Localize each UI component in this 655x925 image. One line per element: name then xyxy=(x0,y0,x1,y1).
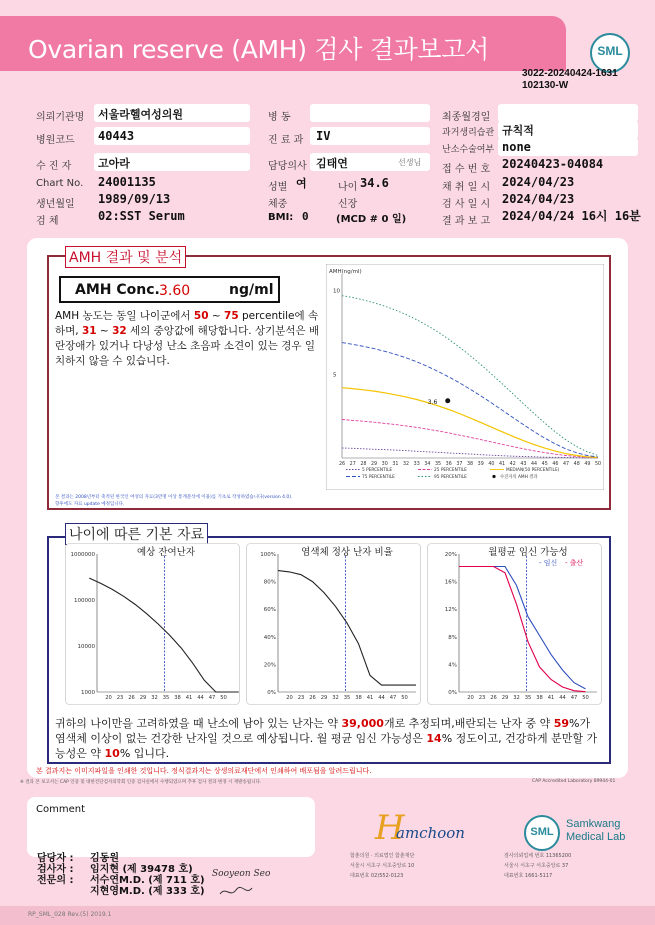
small-xtick: 50 xyxy=(401,695,408,701)
hospcode-label: 병원코드 xyxy=(36,135,75,146)
small-chart-title: 월평균 임신 가능성 xyxy=(488,547,568,558)
small-xtick: 20 xyxy=(467,695,474,701)
small-xtick: 26 xyxy=(128,695,135,701)
samkwang-name: Samkwang Medical Lab xyxy=(566,818,626,843)
amh-xtick: 34 xyxy=(424,462,431,467)
small-xtick: 29 xyxy=(501,695,509,701)
small-xtick: 26 xyxy=(309,695,316,701)
amh-legend-label: 수진자의 AMH 결과 xyxy=(500,475,538,480)
amh-ylabel: AMH(ng/ml) xyxy=(329,269,362,275)
small-ytick: 16% xyxy=(444,579,457,586)
legend-birth: - 출산 xyxy=(565,559,584,567)
eggs-chart xyxy=(65,543,240,705)
birth-value: 1989/09/13 xyxy=(98,192,171,206)
amh-ytick: 10 xyxy=(333,288,340,295)
dept-label: 진 료 과 xyxy=(268,135,304,146)
collect-value: 2024/04/23 xyxy=(502,175,575,189)
report-number xyxy=(522,68,618,92)
small-xtick: 35 xyxy=(162,695,170,701)
amh-chart-frame xyxy=(326,264,604,490)
small-xtick: 50 xyxy=(582,695,589,701)
org-label: 의뢰기관명 xyxy=(36,112,85,123)
amh-xtick: 29 xyxy=(371,462,378,467)
small-xtick: 44 xyxy=(378,695,385,701)
comment-label: Comment xyxy=(36,804,85,815)
small-ytick: 12% xyxy=(444,607,457,614)
amh-xtick: 33 xyxy=(413,462,420,467)
amh-percentile-chart xyxy=(326,264,604,490)
amh-section-title: AMH 결과 및 분석 xyxy=(65,246,186,268)
page-title: Ovarian reserve (AMH) 검사 결과보고서 xyxy=(28,35,489,64)
amh-xtick: 49 xyxy=(584,462,591,467)
sml-logo xyxy=(590,33,630,73)
small-xtick: 38 xyxy=(174,695,181,701)
amh-xtick: 36 xyxy=(445,462,452,467)
small-chart-title: 예상 잔여난자 xyxy=(136,547,196,558)
samkwang-logo: SML xyxy=(524,815,560,851)
small-xtick: 23 xyxy=(297,695,305,701)
signature-2 xyxy=(218,884,254,900)
amh-xtick: 45 xyxy=(541,462,548,467)
chart-label: Chart No. xyxy=(36,178,84,189)
weight-label: 체중 xyxy=(268,199,288,210)
amh-description: AMH 농도는 동일 나이군에서 50 ~ 75 percentile에 속하며, 31 ~ 32 세의 중앙값에 해당합니다. 상기분석은 배란장애가 있거나 다낭성 난소 초음파 소견이 있는 경우 일치하지 않을 수 있습니다. xyxy=(55,310,320,367)
form-number: RP_SML_028 Rev.(5) 2019.1 xyxy=(28,911,112,918)
sex-label: 성별 xyxy=(268,182,288,193)
specimen-value: 02:SST Serum xyxy=(98,209,185,223)
doctor-suffix: 선생님 xyxy=(398,158,422,167)
ovwash-label: 난소수술여부 xyxy=(442,145,495,155)
amh-xtick: 32 xyxy=(403,462,410,467)
amh-legend-label: MEDIAN(50 PERCENTILE) xyxy=(506,468,560,473)
small-ytick: 0% xyxy=(267,690,276,696)
sml-logo-text: SML xyxy=(597,44,623,58)
report-label: 결 과 보 고 xyxy=(442,216,491,227)
staff-labels: 담당자 : 검사자 : 전문의 : xyxy=(37,853,74,886)
small-xtick: 20 xyxy=(105,695,112,701)
small-ytick: 1000000 xyxy=(70,552,95,558)
fine-note: ※ 결과 본 보고서는 CAP 인증 및 대한진단검사의학회 인증 검사실에서 수행되었으며 추후 검사 결과 변경 시 재발송됩니다. xyxy=(20,780,262,785)
small-xtick: 50 xyxy=(220,695,227,701)
small-xtick: 41 xyxy=(547,695,555,701)
amh-xtick: 44 xyxy=(531,462,538,467)
dept-value: IV xyxy=(316,129,331,143)
test-value: 2024/04/23 xyxy=(502,192,575,206)
amh-point-label: 3.6 xyxy=(427,398,438,406)
report-no-1: 3022-20240424-1631 xyxy=(522,68,618,79)
amh-conc-box xyxy=(59,276,280,303)
small-xtick: 23 xyxy=(478,695,486,701)
doctor-label: 담당의사 xyxy=(268,161,307,172)
small-xtick: 35 xyxy=(524,695,532,701)
amh-xtick: 48 xyxy=(573,462,580,467)
amh-footnote2: 향후에도 자료 update 예정입니다. xyxy=(55,502,125,507)
small-xtick: 47 xyxy=(389,695,397,701)
amh-xtick: 37 xyxy=(456,462,463,467)
amh-xtick: 31 xyxy=(392,462,399,467)
small-xtick: 47 xyxy=(570,695,578,701)
small-ytick: 100000 xyxy=(74,598,95,604)
lastmens-label: 최종월경일 xyxy=(442,112,491,123)
amh-xtick: 30 xyxy=(381,462,388,467)
amh-xtick: 40 xyxy=(488,462,495,467)
amh-conc-label: AMH Conc. xyxy=(75,282,160,298)
amh-conc-value: 3.60 xyxy=(159,283,191,299)
age-value: 34.6 xyxy=(360,176,389,190)
amh-xtick: 28 xyxy=(360,462,367,467)
small-ytick: 8% xyxy=(448,634,457,641)
patient-value: 고아라 xyxy=(98,157,130,170)
small-ytick: 1000 xyxy=(81,690,95,696)
small-xtick: 29 xyxy=(139,695,147,701)
ovwash-value: none xyxy=(502,140,531,154)
amh-patient-point xyxy=(445,398,450,403)
bmi-value: 0 xyxy=(302,210,309,223)
mcd-value: (MCD # 0 일) xyxy=(336,214,407,225)
specimen-label: 검 체 xyxy=(36,216,59,227)
amh-legend-label: 25 PERCENTILE xyxy=(434,468,467,473)
receipt-label: 접 수 번 호 xyxy=(442,164,491,175)
lastmens-box xyxy=(498,104,638,122)
small-xtick: 23 xyxy=(116,695,124,701)
height-label: 신장 xyxy=(338,199,358,210)
amh-xtick: 50 xyxy=(595,462,602,467)
cap-note: CAP Accredited Laboratory 89944-01 xyxy=(532,779,616,784)
small-xtick: 38 xyxy=(536,695,543,701)
cycle-label: 과거생리습관 xyxy=(442,128,495,138)
small-ytick: 0% xyxy=(448,690,457,696)
amh-ytick: 5 xyxy=(333,372,337,379)
amh-xtick: 27 xyxy=(349,462,356,467)
amh-xtick: 42 xyxy=(509,462,516,467)
small-xtick: 41 xyxy=(366,695,374,701)
ward-box xyxy=(310,104,430,122)
amh-xtick: 35 xyxy=(435,462,442,467)
chart-value: 24001135 xyxy=(98,175,156,189)
doctor-value: 김태연 xyxy=(316,157,348,170)
amh-xtick: 46 xyxy=(552,462,559,467)
basic-section-title: 나이에 따른 기본 자료 xyxy=(65,523,208,545)
amh-xtick: 47 xyxy=(563,462,570,467)
test-label: 검 사 일 시 xyxy=(442,199,491,210)
amh-xtick: 26 xyxy=(339,462,346,467)
amh-legend-dot xyxy=(492,475,495,478)
amh-xtick: 43 xyxy=(520,462,527,467)
small-chart-frame xyxy=(428,544,602,705)
small-xtick: 32 xyxy=(332,695,339,701)
amh-xtick: 39 xyxy=(477,462,484,467)
amh-footnote1: 본 결과는 2008년부터 축적된 한국인 여성의 자료(3만명 이상 통계분석에 이용)를 기초로 작성하였습니다(version 4.0). xyxy=(55,495,293,500)
hamchoon-logo-text: amchoon xyxy=(396,824,465,842)
small-xtick: 44 xyxy=(559,695,566,701)
print-notice: 본 결과지는 이미지파일을 인쇄한 것입니다. 정식결과지는 상생의료재단에서 인쇄하여 배포됨을 알려드립니다. xyxy=(36,767,372,775)
amh-legend-label: 5 PERCENTILE xyxy=(362,468,393,473)
small-chart-frame xyxy=(247,544,421,705)
legend-pregnancy: - 임신 xyxy=(539,559,558,567)
cycle-value: 규칙적 xyxy=(502,124,534,137)
small-ytick: 80% xyxy=(263,579,276,586)
small-chart-frame xyxy=(66,544,240,705)
report-no-2: 102130-W xyxy=(522,80,569,91)
small-chart-title: 염색체 정상 난자 비율 xyxy=(301,547,393,558)
small-ytick: 10000 xyxy=(77,644,95,650)
signature-1: Sooyeon Seo xyxy=(212,869,271,879)
small-xtick: 38 xyxy=(355,695,362,701)
pregnancy-chart xyxy=(427,543,602,705)
small-xtick: 41 xyxy=(185,695,193,701)
small-xtick: 44 xyxy=(197,695,204,701)
hospcode-value: 40443 xyxy=(98,129,135,143)
small-xtick: 32 xyxy=(513,695,520,701)
birth-label: 생년월일 xyxy=(36,199,75,210)
small-ytick: 60% xyxy=(263,607,276,614)
small-xtick: 26 xyxy=(490,695,497,701)
amh-legend-label: 75 PERCENTILE xyxy=(362,475,395,480)
small-ytick: 100% xyxy=(260,552,276,558)
small-xtick: 20 xyxy=(286,695,293,701)
age-label: 나이 xyxy=(338,182,358,193)
ward-label: 병 동 xyxy=(268,112,291,123)
hamchoon-info: 함춘의원 · 의료법인 함춘재단 서울시 서초구 서초중앙로 10 대표번호 02)552-0123 xyxy=(350,853,415,879)
small-ytick: 40% xyxy=(263,634,276,641)
amh-legend-label: 95 PERCENTILE xyxy=(434,475,467,480)
hamchoon-logo-h: H xyxy=(375,808,405,848)
org-value: 서울라헬여성의원 xyxy=(98,108,184,121)
samkwang-info: 검사의뢰업체 번호 11365200 서울시 서초구 서초중앙로 37 대표번호 1661-5117 xyxy=(504,853,572,879)
basic-summary: 귀하의 나이만을 고려하였을 때 난소에 남아 있는 난자는 약 39,000개로 추정되며,배란되는 난자 중 약 59%가 염색체 이상이 없는 건강한 난자일 것으로 예상됩니다. 월 평균 임신 가능성은 14% 정도이고, 건강하게 분만할 가능성은 약 10% 입니다. xyxy=(55,717,598,760)
amh-conc-unit: ng/ml xyxy=(229,282,274,298)
small-ytick: 4% xyxy=(448,662,457,669)
chromosome-chart xyxy=(246,543,421,705)
small-xtick: 47 xyxy=(208,695,216,701)
small-xtick: 32 xyxy=(151,695,158,701)
sex-value: 여 xyxy=(296,177,307,190)
receipt-value: 20240423-04084 xyxy=(502,157,604,171)
small-ytick: 20% xyxy=(263,662,276,669)
amh-xtick: 38 xyxy=(467,462,474,467)
staff-values: 김동원 임지현 (제 39478 호) 서수연M.D. (제 711 호) 지현영M.D. (제 333 호) xyxy=(90,853,205,897)
bmi-label: BMI: xyxy=(268,212,294,223)
patient-label: 수 진 자 xyxy=(36,161,72,172)
collect-label: 채 취 일 시 xyxy=(442,182,491,193)
report-value: 2024/04/24 16시 16분 xyxy=(502,209,641,223)
small-xtick: 29 xyxy=(320,695,328,701)
amh-xtick: 41 xyxy=(499,462,506,467)
small-ytick: 20% xyxy=(444,552,457,558)
small-xtick: 35 xyxy=(343,695,351,701)
